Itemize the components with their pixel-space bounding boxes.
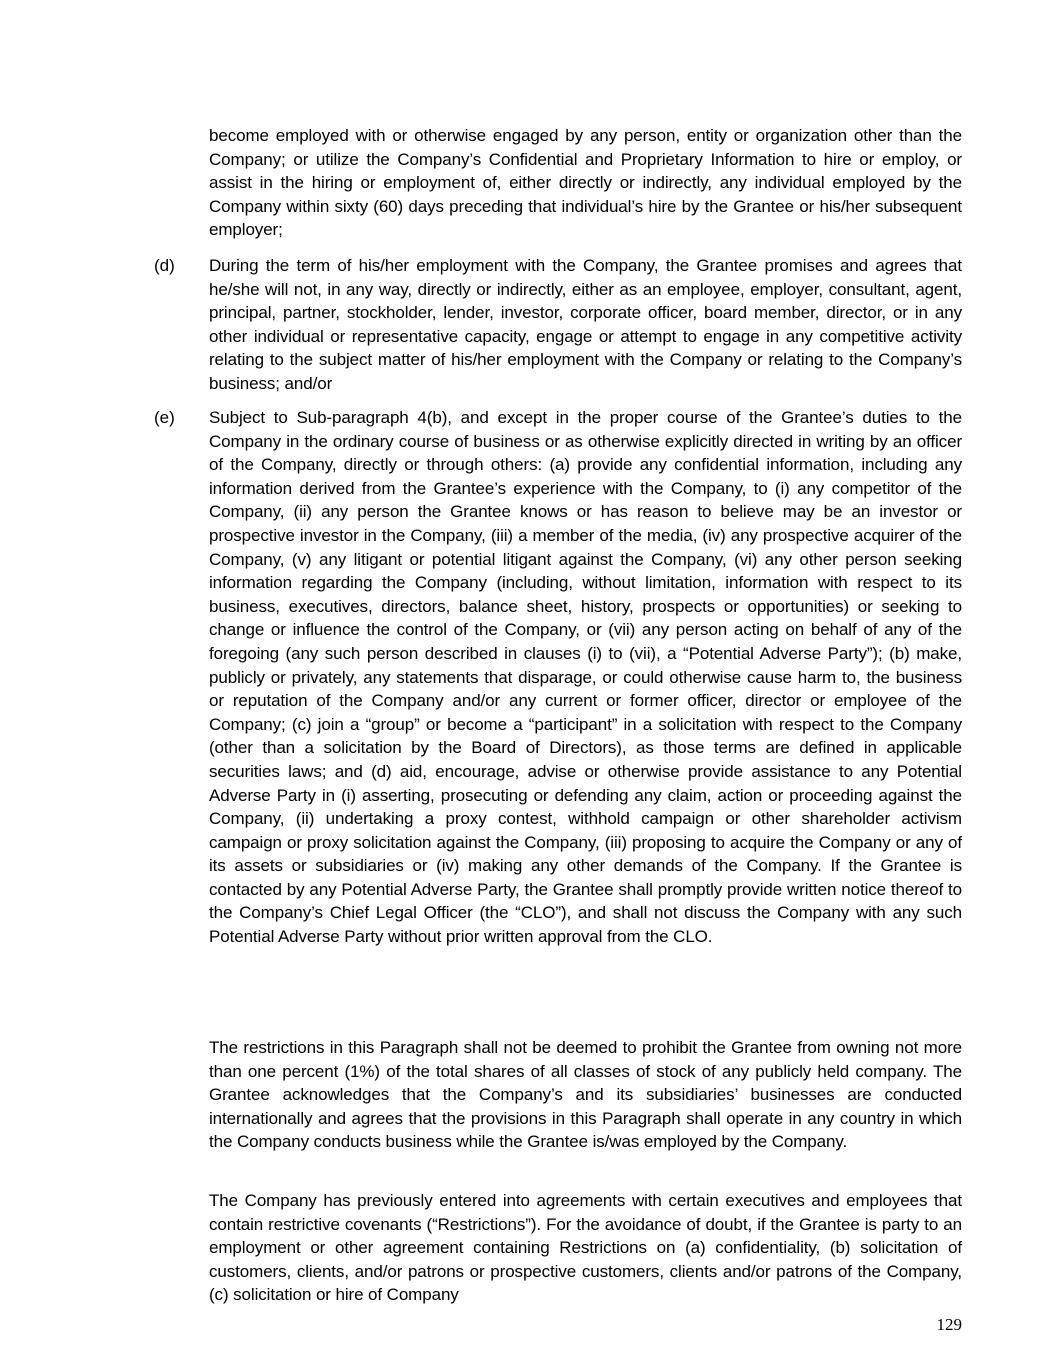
page-number: 129	[936, 1315, 962, 1334]
item-text-d: During the term of his/her employment with the Company, the Grantee promises and agrees that he/she will not, in any way, directly or indirectly, either as an employee, employer, consultant, agent, principal, partner, stockholder, lender, investor, corporate officer, board member, director, or in any other individual or representative capacity, engage or attempt to engage in any competitive activity relating to the subject matter of his/her employment with the Company or relating to the Company’s business; and/or	[209, 256, 962, 393]
continuation-paragraph: become employed with or otherwise engaged by any person, entity or organization other than the Company; or utilize the Company’s Confidential and Proprietary Information to hire or employ, or assist in the hiring or employment of, either directly or indirectly, any individual employed by the Company within sixty (60) days preceding that individual’s hire by the Grantee or his/her subsequent employer;	[209, 126, 962, 240]
item-text-e: Subject to Sub-paragraph 4(b), and except in the proper course of the Grantee’s duties to the Company in the ordinary course of business or as otherwise explicitly directed in writing by an officer of the Company, directly or through others: (a) provide any confidential information, including any information derived from the Grantee’s experience with the Company, to (i) any competitor of the Company, (ii) any person the Grantee knows or has reason to believe may be an investor or prospective investor in the Company, (iii) a member of the media, (iv) any prospective acquirer of the Company, (v) any litigant or potential litigant against the Company, (vi) any other person seeking information regarding the Company (including, without limitation, information with respect to its business, executives, directors, balance sheet, history, prospects or opportunities) or seeking to change or influence the control of the Company, or (vii) any person acting on behalf of any of the foregoing (any such person described in clauses (i) to (vii), a “Potential Adverse Party”); (b) make, publicly or privately, any statements that disparage, or could otherwise cause harm to, the business or reputation of the Company and/or any current or former officer, director or employee of the Company; (c) join a “group” or become a “participant” in a solicitation with respect to the Company (other than a solicitation by the Board of Directors), as those terms are defined in applicable securities laws; and (d) aid, encourage, advise or otherwise provide assistance to any Potential Adverse Party in (i) asserting, prosecuting or defending any claim, action or proceeding against the Company, (ii) undertaking a proxy contest, withhold campaign or other shareholder activism campaign or proxy solicitation against the Company, (iii) proposing to acquire the Company or any of its assets or subsidiaries or (iv) making any other demands of the Company. If the Grantee is contacted by any Potential Adverse Party, the Grantee shall promptly provide written notice thereof to the Company’s Chief Legal Officer (the “CLO”), and shall not discuss the Company with any such Potential Adverse Party without prior written approval from the CLO.	[209, 408, 962, 947]
previous-agreements-paragraph: The Company has previously entered into agreements with certain executives and employees that contain restrictive covenants (“Restrictions”). For the avoidance of doubt, if the Grantee is party to an employment or other agreement containing Restrictions on (a) confidentiality, (b) solicitation of customers, clients, and/or patrons or prospective customers, clients and/or patrons of the Company, (c) solicitation or hire of Company	[209, 1191, 962, 1305]
restrictions-paragraph: The restrictions in this Paragraph shall not be deemed to prohibit the Grantee from owning not more than one percent (1%) of the total shares of all classes of stock of any publicly held company. The Grantee acknowledges that the Company’s and its subsidiaries’ businesses are conducted internationally and agrees that the provisions in this Paragraph shall operate in any country in which the Company conducts business while the Grantee is/was employed by the Company.	[209, 1038, 962, 1152]
item-label-e: (e)	[154, 408, 175, 427]
item-label-d: (d)	[154, 256, 175, 275]
